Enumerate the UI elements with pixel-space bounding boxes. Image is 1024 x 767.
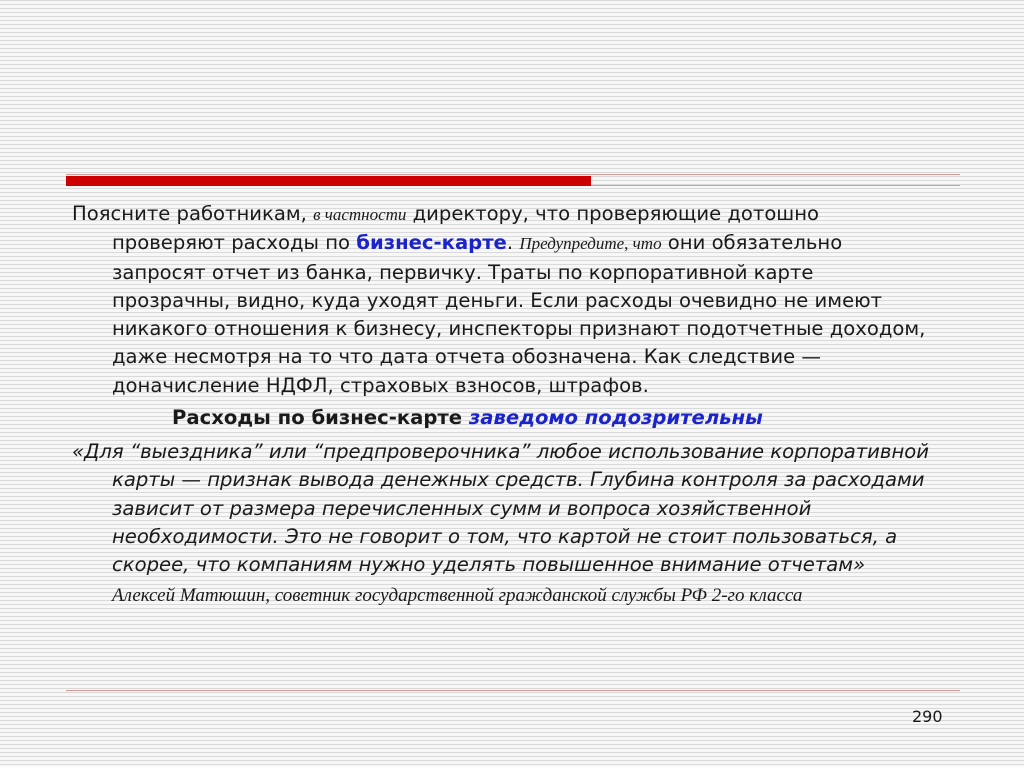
main-paragraph <box>72 200 932 400</box>
headline-accent: заведомо подозрительны <box>468 406 763 430</box>
top-divider-line <box>66 174 960 175</box>
red-accent-bar <box>66 176 591 186</box>
paragraph-text-2: директору, что проверяющие дотошно проверяют расходы по <box>112 202 820 255</box>
paragraph-italic-1: в частности <box>313 205 407 224</box>
paragraph-text-1: Поясните работникам, <box>72 202 314 225</box>
quote-author: Алексей Матюшин, советник государственной гражданской службы РФ 2-го класса <box>112 584 803 606</box>
quote-paragraph <box>72 438 932 610</box>
headline <box>72 404 932 432</box>
paragraph-bold-business-card: бизнес-карте <box>356 231 507 255</box>
top-divider-line-right <box>591 185 960 186</box>
quote-text: «Для “выездника” или “предпроверочника” любое использование корпоративной карты — признак вывода денежных средств. Глубина контроля за расходами зависит от размера перечисленных сумм и вопроса хозяйственной необходимости. Это не говорит о том, что картой не стоит пользоваться, а скорее, что компаниям нужно уделять повышенное внимание отчетам» <box>72 440 929 577</box>
headline-text: Расходы по бизнес-карте <box>172 406 469 430</box>
bottom-divider-line <box>66 690 960 691</box>
paragraph-text-3: . <box>506 231 520 255</box>
paragraph-italic-2: Предупредите, что <box>519 234 662 254</box>
page-number: 290 <box>912 707 943 726</box>
slide-content <box>72 200 932 610</box>
paragraph-text-4: они обязательно запросят отчет из банка, первичку. Траты по корпоративной карте прозрачны, видно, куда уходят деньги. Если расходы очевидно не имеют никакого отношения к бизнесу, инспекторы признают подотчетные доходом, даже несмотря на то что дата отчета обозначена. Как следствие — доначисление НДФЛ, страховых взносов, штрафов. <box>112 231 926 397</box>
